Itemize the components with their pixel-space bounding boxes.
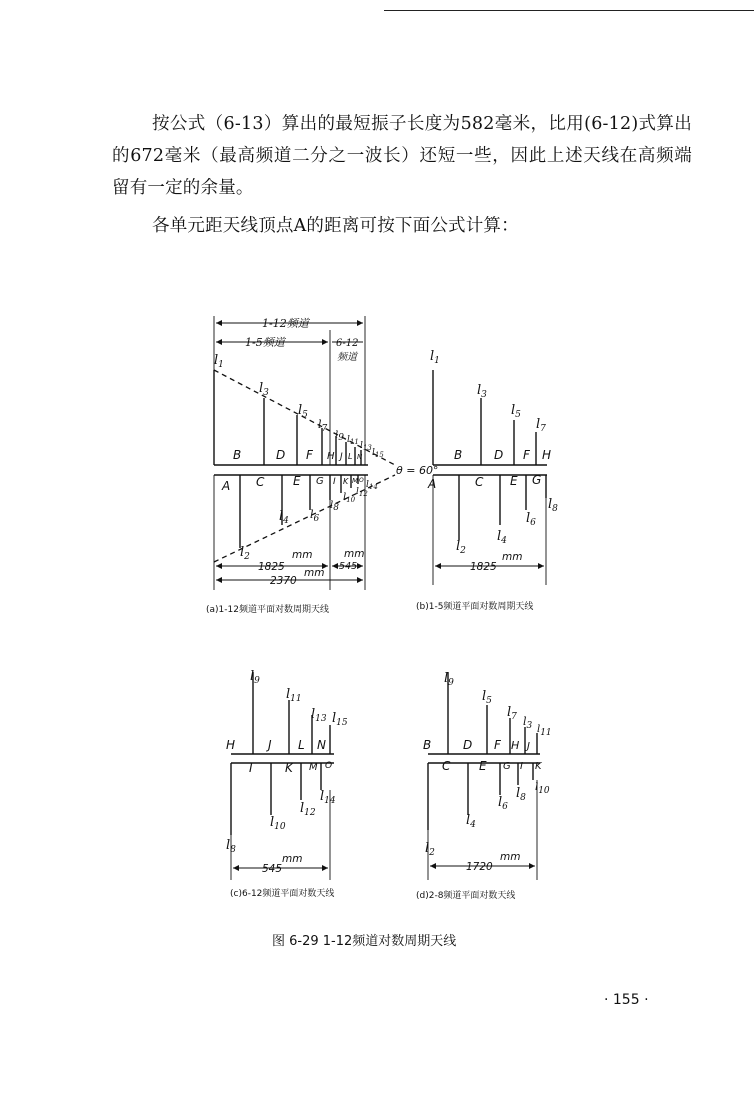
svg-text:I: I: [333, 477, 336, 487]
svg-text:l4: $l_4$: [279, 509, 289, 526]
dim-1-5: 1-5频道: [245, 336, 285, 349]
svg-text:F: F: [494, 738, 501, 752]
svg-text:l2: $l_2$: [240, 545, 250, 562]
svg-text:l8: l8: [330, 500, 339, 513]
svg-text:M: M: [309, 762, 318, 773]
svg-text:I: I: [520, 761, 523, 772]
svg-text:J: J: [527, 741, 530, 752]
svg-text:l12: $l_{12}$: [356, 487, 368, 498]
svg-text:l2: $l_2$: [456, 539, 466, 556]
svg-text:H: H: [226, 738, 236, 752]
svg-text:L: L: [298, 738, 305, 752]
figure-c: [226, 669, 348, 899]
svg-text:H: H: [542, 448, 552, 462]
svg-text:l15: $l_{15}$: [332, 711, 348, 728]
figure-d: [416, 671, 552, 901]
svg-text:H: H: [327, 451, 335, 462]
svg-text:l7: $l_7$: [536, 417, 546, 434]
svg-text:l4: $l_4$: [466, 813, 476, 830]
svg-text:l8: $l_8$: [226, 838, 236, 855]
svg-text:l11: $l_{11}$: [347, 435, 359, 446]
svg-text:L: L: [348, 452, 353, 461]
svg-text:l11: $l_{11}$: [286, 687, 302, 704]
svg-text:H: H: [511, 739, 520, 752]
svg-text:l3: $l_3$: [477, 383, 487, 400]
svg-text:l13: $l_{13}$: [311, 707, 327, 724]
svg-text:E: E: [510, 474, 518, 488]
dim-1-12: 1-12频道: [262, 317, 309, 330]
svg-text:mm: mm: [282, 853, 303, 865]
svg-text:D: D: [494, 448, 504, 462]
svg-text:l1: $l_1$: [214, 353, 224, 370]
svg-text:E: E: [293, 474, 301, 488]
svg-text:l12: $l_{12}$: [300, 801, 316, 818]
svg-text:K: K: [343, 477, 349, 486]
svg-text:l8: $l_8$: [516, 786, 526, 803]
page-number: · 155 ·: [604, 992, 649, 1008]
svg-text:l10: $l_{10}$: [270, 815, 286, 832]
dim-6-12-label: 频道: [337, 352, 357, 363]
svg-text:l11: l11: [537, 724, 552, 738]
svg-text:l3: $l_3$: [523, 715, 533, 731]
svg-text:l14: $l_{14}$: [320, 789, 336, 806]
svg-text:mm: mm: [292, 549, 313, 561]
svg-text:D: D: [463, 738, 473, 752]
svg-text:K: K: [285, 761, 293, 775]
svg-text:C: C: [256, 475, 265, 489]
svg-text:B: B: [233, 448, 242, 462]
svg-text:l6: $l_6$: [310, 508, 320, 524]
caption-d: (d)2-8频道平面对数天线: [416, 891, 516, 901]
svg-text:l3: $l_3$: [259, 381, 269, 398]
svg-text:mm: mm: [304, 567, 325, 579]
svg-text:C: C: [442, 759, 451, 773]
dim-6-12: 6-12: [336, 338, 359, 349]
dim-d-1720: 1720: [466, 861, 493, 873]
figure-a: [206, 316, 438, 615]
svg-text:l5: $l_5$: [511, 403, 521, 420]
svg-text:l7: $l_7$: [318, 418, 328, 434]
svg-text:D: D: [276, 448, 286, 462]
svg-text:l14: $l_{14}$: [366, 480, 378, 491]
angle-theta: θ = 60°: [396, 464, 439, 477]
caption-b: (b)1-5频道平面对数周期天线: [416, 602, 534, 612]
svg-text:G: G: [532, 473, 542, 487]
svg-text:l6: $l_6$: [526, 511, 536, 528]
svg-text:F: F: [306, 448, 313, 462]
svg-text:A: A: [428, 477, 437, 491]
svg-text:l9: $l_9$: [444, 671, 454, 688]
svg-text:I: I: [249, 761, 253, 775]
svg-text:mm: mm: [344, 548, 365, 560]
svg-text:G: G: [503, 761, 511, 772]
svg-text:O: O: [325, 761, 333, 771]
svg-text:mm: mm: [502, 551, 523, 563]
dim-2370: 2370: [270, 575, 297, 587]
svg-text:l9: l9: [335, 430, 344, 443]
caption-a: (a)1-12频道平面对数周期天线: [206, 605, 329, 615]
svg-text:l1: $l_1$: [430, 349, 440, 366]
svg-text:E: E: [479, 759, 487, 773]
svg-text:l7: $l_7$: [507, 705, 517, 722]
body-paragraph-1: 按公式（6-13）算出的最短振子长度为582毫米，比用(6-12)式算出的672毫米（最高频道二分之一波长）还短一些，因此上述天线在高频端留有一定的余量。: [112, 114, 692, 198]
svg-text:J: J: [268, 738, 272, 752]
svg-text:A: A: [222, 479, 231, 493]
svg-text:C: C: [475, 475, 484, 489]
caption-c: (c)6-12频道平面对数天线: [230, 889, 335, 899]
svg-text:J: J: [340, 452, 343, 462]
svg-text:mm: mm: [500, 851, 521, 863]
svg-text:G: G: [316, 476, 324, 487]
svg-text:l6: $l_6$: [498, 795, 508, 812]
svg-text:l9: $l_9$: [250, 669, 260, 686]
svg-text:B: B: [454, 448, 463, 462]
svg-text:l10: $l_{10}$: [343, 492, 356, 504]
svg-text:B: B: [423, 738, 432, 752]
figure-b: [416, 349, 558, 612]
figure-caption: 图 6-29 1-12频道对数周期天线: [272, 934, 457, 949]
svg-text:l13: $l_{13}$: [360, 441, 372, 452]
svg-text:F: F: [523, 448, 530, 462]
svg-text:l10: l10: [535, 782, 550, 796]
body-paragraph-2: 各单元距天线顶点A的距离可按下面公式计算：: [152, 216, 519, 236]
dim-c-545: 545: [262, 863, 283, 875]
svg-text:N: N: [357, 453, 363, 461]
dim-1825: 1825: [258, 561, 285, 573]
svg-text:N: N: [317, 738, 326, 752]
svg-text:K: K: [535, 761, 542, 772]
dim-545: 545: [339, 561, 358, 572]
svg-text:l5: $l_5$: [298, 403, 308, 420]
svg-text:l2: $l_2$: [425, 841, 435, 858]
svg-text:l8: $l_8$: [548, 497, 558, 514]
svg-text:l4: $l_4$: [497, 529, 507, 546]
svg-text:l15: $l_{15}$: [372, 448, 384, 459]
svg-text:M: M: [352, 477, 359, 485]
svg-text:l5: $l_5$: [482, 689, 492, 706]
dim-b-1825: 1825: [470, 561, 497, 573]
svg-text:O: O: [359, 477, 364, 484]
